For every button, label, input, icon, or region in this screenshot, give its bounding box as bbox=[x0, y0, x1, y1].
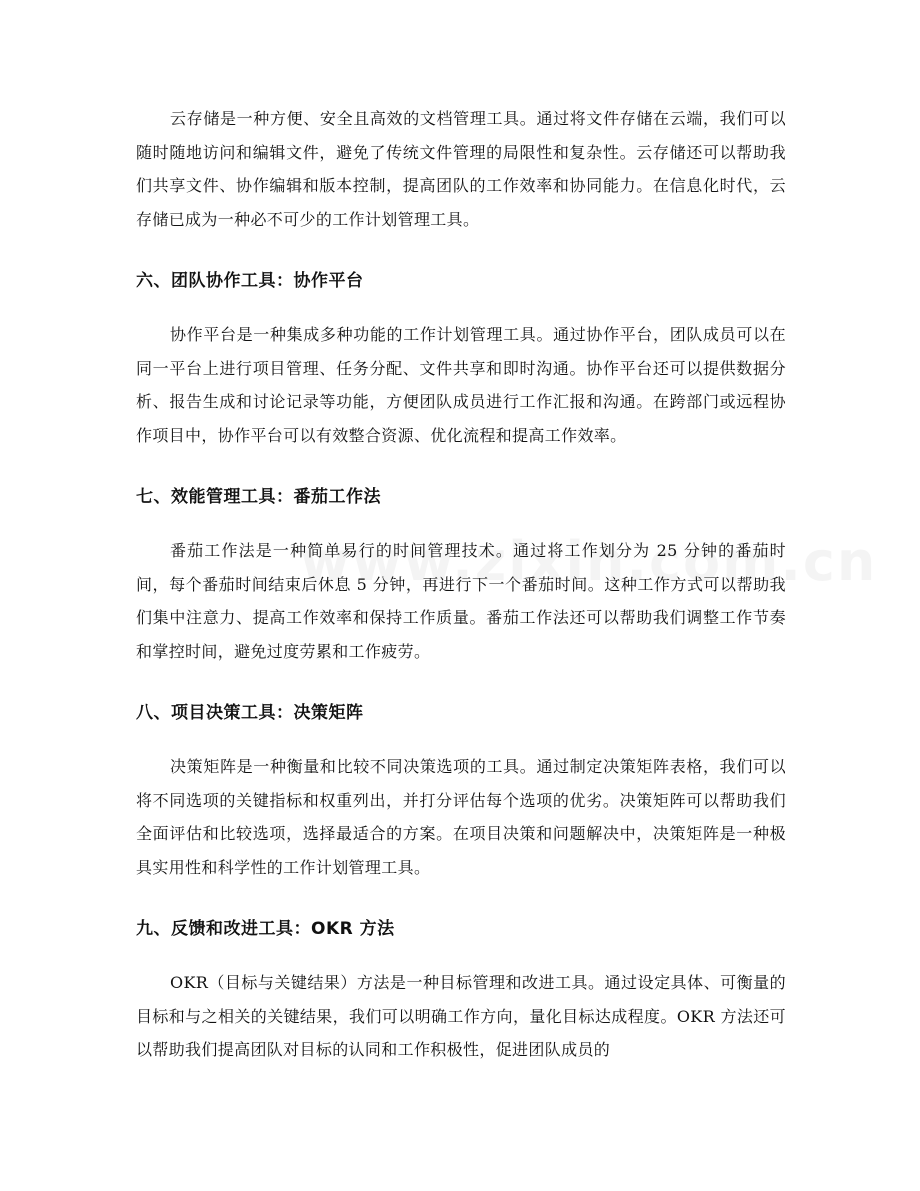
section-heading-decision-matrix: 八、项目决策工具：决策矩阵 bbox=[136, 703, 364, 723]
paragraph-decision-matrix: 决策矩阵是一种衡量和比较不同决策选项的工具。通过制定决策矩阵表格，我们可以将不同选项的关键指标和权重列出，并打分评估每个选项的优劣。决策矩阵可以帮助我们全面评估和比较选项，选择最适合的方案。在项目决策和问题解决中，决策矩阵是一种极具实用性和科学性的工作计划管理工具。 bbox=[136, 757, 786, 877]
section-heading-collaboration-platform: 六、团队协作工具：协作平台 bbox=[136, 271, 364, 291]
section-heading-okr: 九、反馈和改进工具：OKR 方法 bbox=[136, 919, 395, 939]
paragraph-okr: OKR（目标与关键结果）方法是一种目标管理和改进工具。通过设定具体、可衡量的目标和与之相关的关键结果，我们可以明确工作方向，量化目标达成程度。OKR 方法还可以帮助我们提高团队对目标的认同和工作积极性，促进团队成员的 bbox=[136, 973, 786, 1059]
paragraph-cloud-storage: 云存储是一种方便、安全且高效的文档管理工具。通过将文件存储在云端，我们可以随时随地访问和编辑文件，避免了传统文件管理的局限性和复杂性。云存储还可以帮助我们共享文件、协作编辑和版本控制，提高团队的工作效率和协同能力。在信息化时代，云存储已成为一种必不可少的工作计划管理工具。 bbox=[136, 109, 786, 229]
document-body bbox=[136, 102, 786, 1097]
paragraph-pomodoro: 番茄工作法是一种简单易行的时间管理技术。通过将工作划分为 25 分钟的番茄时间，每个番茄时间结束后休息 5 分钟，再进行下一个番茄时间。这种工作方式可以帮助我们集中注意力、提高工作效率和保持工作质量。番茄工作法还可以帮助我们调整工作节奏和掌控时间，避免过度劳累和工作疲劳。 bbox=[136, 541, 786, 661]
section-heading-pomodoro: 七、效能管理工具：番茄工作法 bbox=[136, 487, 381, 507]
paragraph-collaboration-platform: 协作平台是一种集成多种功能的工作计划管理工具。通过协作平台，团队成员可以在同一平台上进行项目管理、任务分配、文件共享和即时沟通。协作平台还可以提供数据分析、报告生成和讨论记录等功能，方便团队成员进行工作汇报和沟通。在跨部门或远程协作项目中，协作平台可以有效整合资源、优化流程和提高工作效率。 bbox=[136, 325, 786, 445]
